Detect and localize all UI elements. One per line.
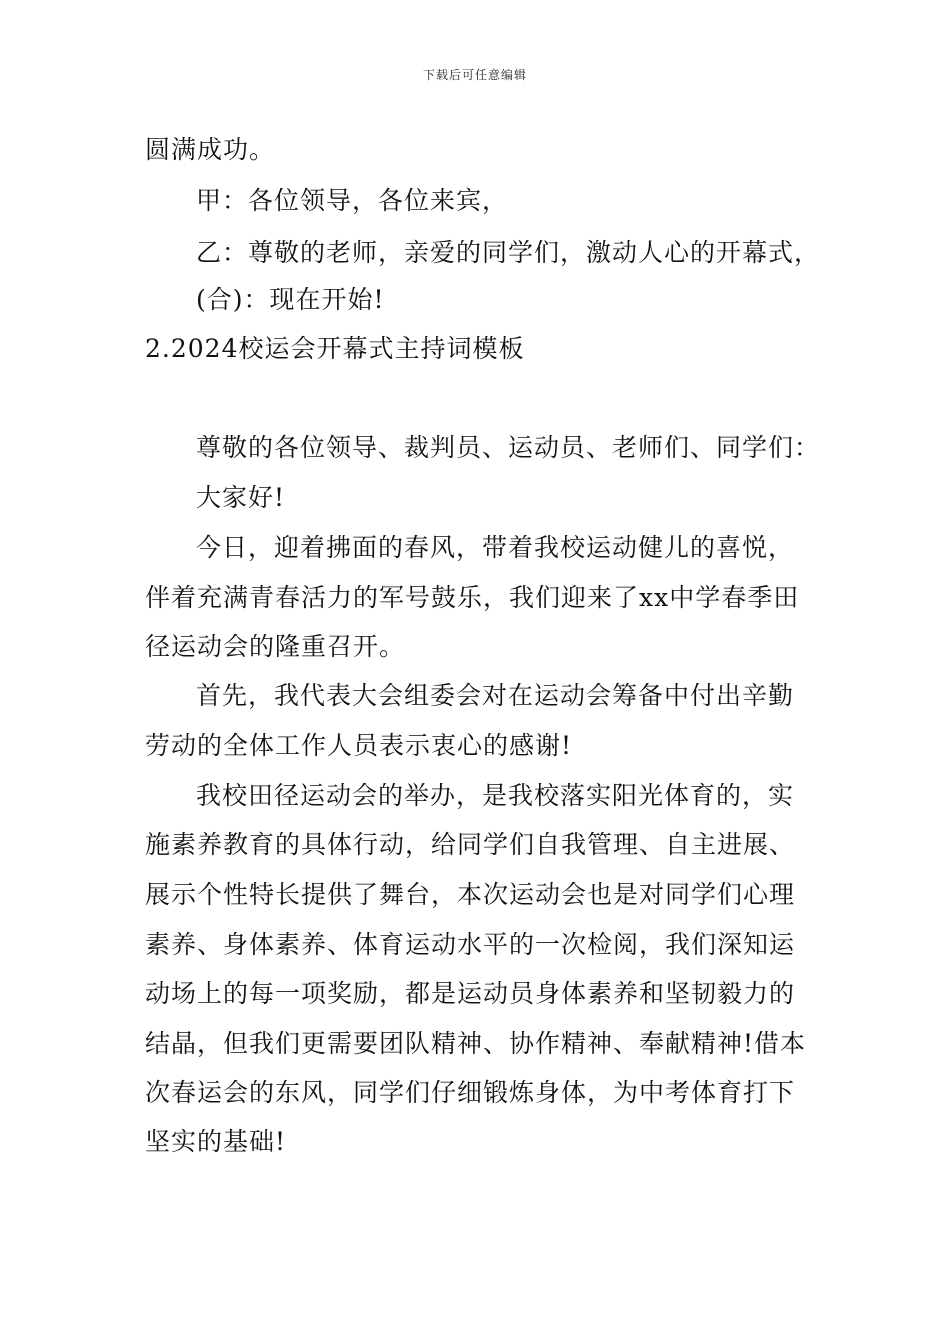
- text-line: 伴着充满青春活力的军号鼓乐，我们迎来了xx中学春季田: [145, 583, 800, 612]
- text-line: 施素养教育的具体行动，给同学们自我管理、自主进展、: [145, 830, 796, 859]
- text-line: 圆满成功。: [145, 135, 276, 164]
- text-line: (合)：现在开始!: [196, 285, 385, 314]
- text-line: 展示个性特长提供了舞台，本次运动会也是对同学们心理: [145, 880, 796, 909]
- text-line: 乙：尊敬的老师，亲爱的同学们，激动人心的开幕式，: [196, 238, 821, 267]
- text-line: 坚实的基础!: [145, 1127, 287, 1156]
- text-line: 尊敬的各位领导、裁判员、运动员、老师们、同学们：: [196, 433, 821, 462]
- text-line: 径运动会的隆重召开。: [145, 632, 406, 661]
- text-line: 首先，我代表大会组委会对在运动会筹备中付出辛勤: [196, 681, 795, 710]
- text-line: 甲：各位领导，各位来宾，: [196, 186, 509, 215]
- text-line: 结晶，但我们更需要团队精神、协作精神、奉献精神!借本: [145, 1029, 807, 1058]
- text-line: 我校田径运动会的举办，是我校落实阳光体育的，实: [196, 781, 795, 810]
- text-line: 素养、身体素养、体育运动水平的一次检阅，我们深知运: [145, 930, 796, 959]
- section-heading: 2.2024校运会开幕式主持词模板: [145, 334, 525, 363]
- text-line: 大家好!: [196, 483, 286, 512]
- header-note: 下载后可任意编辑: [422, 68, 527, 82]
- text-line: 今日，迎着拂面的春风，带着我校运动健儿的喜悦，: [196, 533, 795, 562]
- text-line: 次春运会的东风，同学们仔细锻炼身体，为中考体育打下: [145, 1078, 796, 1107]
- text-line: 动场上的每一项奖励，都是运动员身体素养和坚韧毅力的: [145, 979, 796, 1008]
- text-line: 劳动的全体工作人员表示衷心的感谢!: [145, 731, 573, 760]
